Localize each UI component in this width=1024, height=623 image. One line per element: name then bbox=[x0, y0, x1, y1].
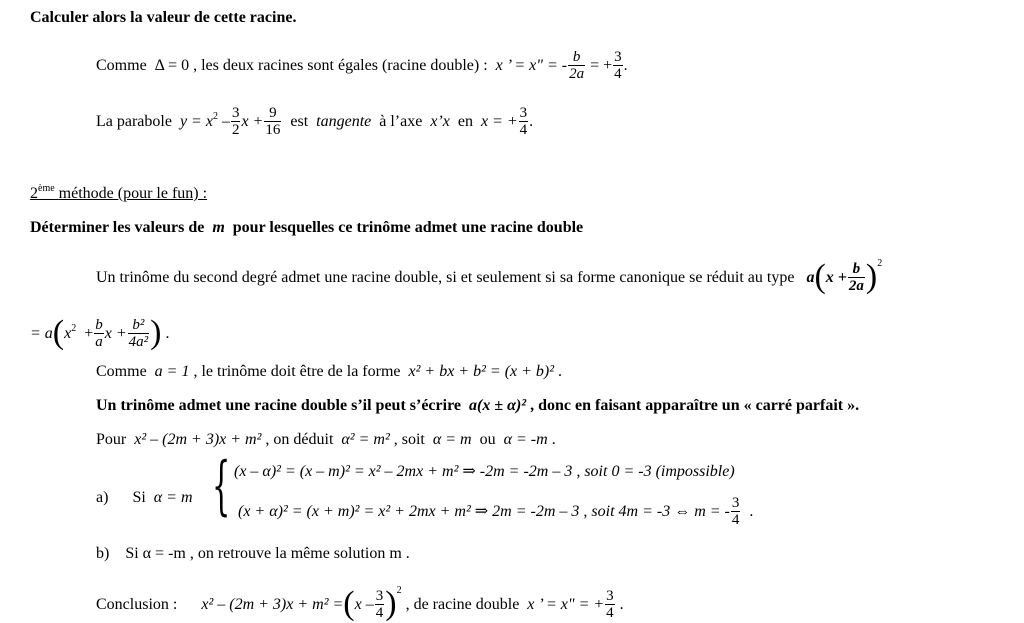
development-line bbox=[30, 313, 170, 351]
math-expr: x² – (2m + 3)x + m² = bbox=[201, 596, 344, 614]
conclusion-line bbox=[96, 584, 624, 622]
text: Conclusion : bbox=[96, 596, 178, 614]
text: Comme bbox=[96, 363, 147, 380]
math-expr: x ’ = x" = - bbox=[495, 57, 568, 75]
math-expr: x + bbox=[104, 325, 127, 343]
heading-sup: ème bbox=[38, 183, 55, 194]
math-expr: x² + bx + b² = (x + b)² bbox=[408, 363, 555, 380]
paren: ) bbox=[865, 257, 878, 295]
text: tangente bbox=[316, 113, 372, 131]
punct: . bbox=[619, 596, 624, 614]
paren: ) bbox=[385, 584, 397, 622]
text: ou bbox=[479, 431, 496, 448]
pour-line bbox=[96, 430, 556, 450]
text: Un trinôme admet une racine double s’il peut s’écrire bbox=[96, 397, 461, 414]
math-expr: α = -m bbox=[503, 431, 548, 448]
text: en bbox=[457, 113, 473, 131]
text: , donc en faisant apparaître un « carré parfait ». bbox=[530, 397, 860, 414]
math-expr: + bbox=[84, 325, 94, 343]
comme-line bbox=[96, 362, 562, 382]
math-expr: = + bbox=[590, 57, 613, 75]
text: Déterminer les valeurs de bbox=[30, 219, 205, 236]
case-a-row2 bbox=[238, 496, 753, 529]
paren: ( bbox=[52, 313, 65, 351]
math-expr: x + bbox=[241, 113, 264, 131]
math-var: a bbox=[806, 269, 815, 287]
text: , de racine double bbox=[405, 596, 520, 614]
exponent: 2 bbox=[212, 111, 218, 123]
punct: . bbox=[529, 113, 534, 131]
text: Si bbox=[132, 489, 146, 506]
numerator: b² bbox=[128, 317, 150, 334]
math-expr: a(x ± α)² bbox=[469, 397, 527, 414]
paragraph-canonical bbox=[96, 257, 883, 295]
denominator: 2 bbox=[231, 122, 240, 138]
math-expr: x’x bbox=[430, 113, 450, 131]
math-expr: y = x bbox=[179, 113, 213, 131]
punct: . bbox=[623, 57, 628, 75]
text: La parabole bbox=[96, 113, 172, 131]
math-expr: (x + α)² = (x + m)² = x² + 2mx + m² ⇒ 2m = -2m – 3 , soit 4m = -3 ⇔ m = - bbox=[238, 503, 730, 521]
math-expr: Δ = 0 bbox=[154, 57, 190, 75]
exponent: 2 bbox=[71, 323, 77, 335]
fraction bbox=[519, 105, 529, 138]
fraction bbox=[264, 105, 281, 138]
heading-text: méthode (pour le fun) : bbox=[58, 185, 208, 202]
math-expr: a = 1 bbox=[154, 363, 190, 380]
math-expr: x ’ = x" = + bbox=[527, 596, 605, 614]
denominator: 4 bbox=[375, 605, 384, 621]
text: , les deux racines sont égales (racine double) : bbox=[193, 57, 488, 75]
numerator: 3 bbox=[375, 588, 384, 604]
fraction bbox=[568, 49, 585, 82]
exponent: 2 bbox=[396, 585, 402, 597]
parabola-line bbox=[96, 106, 533, 139]
punct: . bbox=[558, 363, 563, 380]
brace-icon: { bbox=[212, 449, 231, 523]
numerator: 3 bbox=[606, 588, 614, 604]
numerator: b bbox=[568, 49, 585, 66]
text: a) bbox=[96, 489, 109, 506]
text: Si α = -m , on retrouve la même solution m . bbox=[125, 545, 410, 562]
text: , le trinôme doit être de la forme bbox=[193, 363, 401, 380]
case-a-row1: (x – α)² = (x – m)² = x² – 2mx + m² ⇒ -2m = -2m – 3 , soit 0 = -3 (impossible) bbox=[234, 463, 735, 480]
fraction bbox=[613, 49, 623, 82]
text: Un trinôme du second degré admet une racine double, si et seulement si sa forme canonique se réduit au type bbox=[96, 269, 795, 287]
numerator: b bbox=[95, 317, 103, 333]
math-expr: α = m bbox=[153, 489, 193, 506]
denominator: a bbox=[95, 334, 103, 350]
math-expr: x + bbox=[825, 269, 847, 287]
section-title-2 bbox=[30, 218, 583, 238]
bold-statement bbox=[96, 396, 859, 416]
math-expr: x² – (2m + 3)x + m² bbox=[134, 431, 262, 448]
text: pour lesquelles ce trinôme admet une racine double bbox=[232, 219, 584, 236]
exponent: 2 bbox=[877, 258, 883, 270]
text: Pour bbox=[96, 431, 127, 448]
text: est bbox=[290, 113, 309, 131]
fraction bbox=[231, 105, 241, 138]
numerator: 9 bbox=[264, 105, 281, 122]
denominator: 4 bbox=[606, 605, 614, 621]
math-expr: x – bbox=[354, 596, 374, 614]
fraction bbox=[128, 317, 150, 350]
fraction bbox=[375, 588, 385, 621]
numerator: 3 bbox=[614, 49, 622, 65]
punct: . bbox=[749, 503, 754, 521]
text: b) bbox=[96, 545, 110, 562]
math-expr: α = m bbox=[432, 431, 472, 448]
numerator: 3 bbox=[231, 105, 240, 121]
punct: . bbox=[551, 431, 556, 448]
numerator: 3 bbox=[519, 105, 528, 121]
case-a-label bbox=[96, 488, 193, 508]
math-expr: – bbox=[221, 113, 230, 131]
method-heading bbox=[30, 184, 207, 206]
math-expr: α² = m² bbox=[341, 431, 390, 448]
fraction bbox=[731, 495, 741, 528]
denominator: 4 bbox=[519, 122, 528, 138]
text: Comme bbox=[96, 57, 147, 75]
text: , soit bbox=[393, 431, 425, 448]
math-var: m bbox=[212, 219, 225, 236]
denominator: 2a bbox=[848, 278, 864, 294]
section-title: Calculer alors la valeur de cette racine. bbox=[30, 9, 297, 26]
math-var: x bbox=[64, 325, 72, 343]
paren: ( bbox=[814, 257, 826, 295]
denominator: 4 bbox=[614, 66, 622, 82]
numerator: b bbox=[848, 261, 865, 278]
denominator: 4 bbox=[731, 512, 740, 528]
paren: ( bbox=[343, 584, 355, 622]
fraction bbox=[94, 317, 104, 350]
punct: . bbox=[165, 325, 170, 343]
denominator: 16 bbox=[265, 122, 281, 138]
numerator: 3 bbox=[731, 495, 740, 511]
case-b-line bbox=[96, 544, 410, 564]
double-root-line bbox=[96, 50, 628, 83]
heading-num: 2 bbox=[30, 185, 38, 202]
denominator: 4a² bbox=[128, 334, 149, 350]
fraction bbox=[605, 588, 615, 621]
fraction bbox=[848, 261, 865, 294]
text: , on déduit bbox=[265, 431, 334, 448]
paren: ) bbox=[150, 313, 162, 351]
math-expr: = a bbox=[30, 325, 53, 343]
math-expr: x = + bbox=[480, 113, 518, 131]
text: à l’axe bbox=[379, 113, 423, 131]
denominator: 2a bbox=[569, 66, 585, 82]
